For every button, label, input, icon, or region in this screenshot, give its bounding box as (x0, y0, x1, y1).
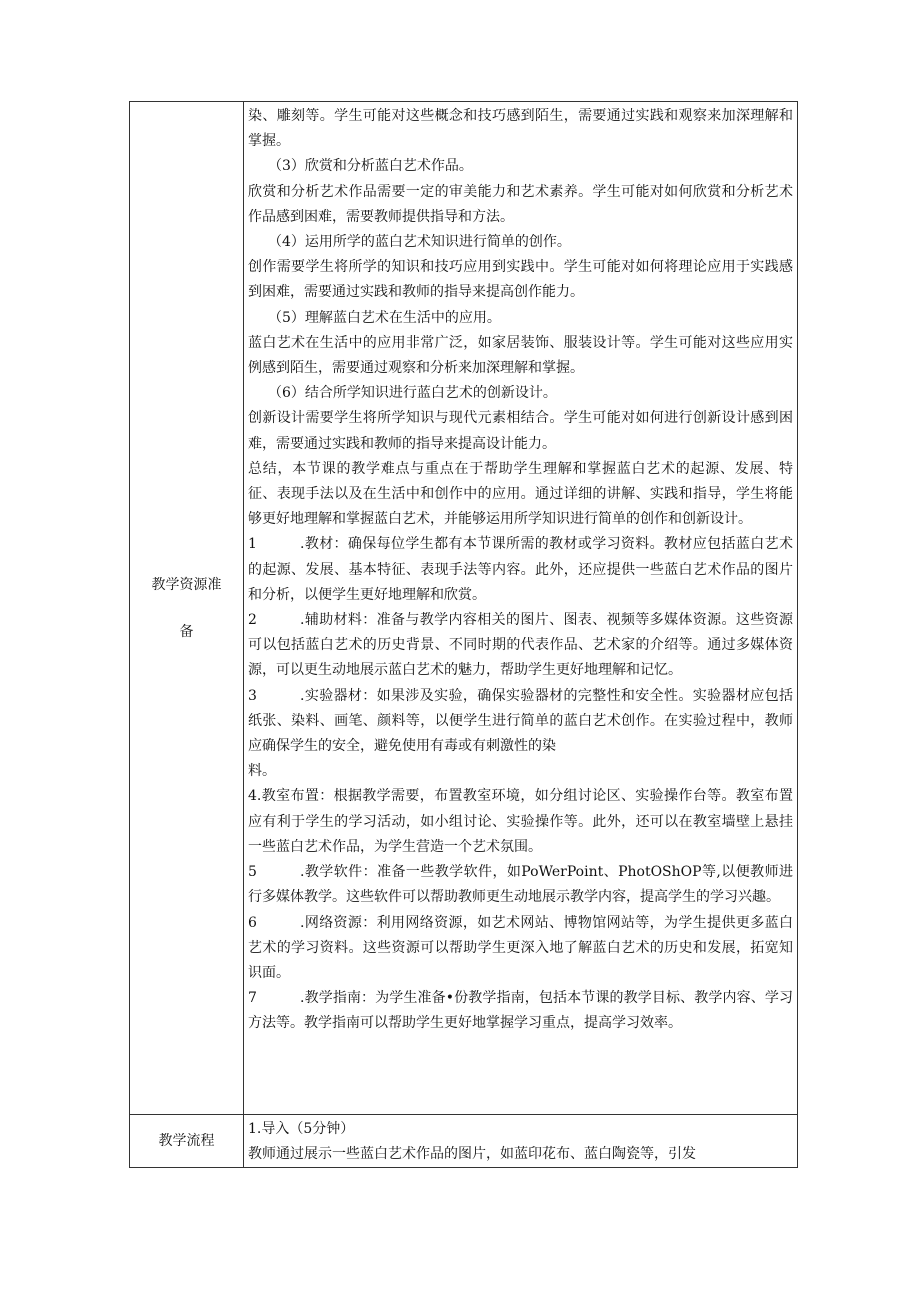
resources-content-cell (244, 102, 798, 1115)
paragraph-text: .教材：确保每位学生都有本节课所需的教材或学习资料。教材应包括蓝白艺术的起源、发展、基本特征、表现手法等内容。此外，还应提供一些蓝白艺术作品的图片和分析，以便学生更好地理解和欣赏。 (248, 536, 793, 603)
resources-row (130, 102, 798, 1115)
process-content-cell (244, 1115, 798, 1168)
list-number: 2 (248, 612, 257, 629)
resources-label-cell (130, 102, 244, 1115)
resources-label-line2: 备 (179, 623, 194, 640)
process-row (130, 1115, 798, 1168)
paragraph (248, 860, 793, 910)
paragraph (248, 532, 793, 608)
paragraph-text: .网络资源：利用网络资源，如艺术网站、博物馆网站等，为学生提供更多蓝白艺术的学习资料。这些资源可以帮助学生更深入地了解蓝白艺术的历史和发展，拓宽知识面。 (248, 914, 793, 981)
list-number: 3 (248, 687, 257, 704)
list-number: 6 (248, 914, 257, 931)
paragraph: 欣赏和分析艺术作品需要一定的审美能力和艺术素养。学生可能对如何欣赏和分析艺术作品感到困难，需要教师提供指导和方法。 (248, 183, 793, 225)
paragraph (248, 986, 793, 1036)
paragraph: 总结，本节课的教学难点与重点在于帮助学生理解和掌握蓝白艺术的起源、发展、特征、表现手法以及在生活中和创作中的应用。通过详细的讲解、实践和指导，学生将能够更好地理解和掌握蓝白艺术，并能够运用所学知识进行简单的创作和创新设计。 (248, 460, 793, 528)
paragraph-text: .实验器材：如果涉及实验，确保实验器材的完整性和安全性。实验器材应包括纸张、染料、画笔、颜料等，以便学生进行简单的蓝白艺术创作。在实验过程中，教师应确保学生的安全，避免使用有毒或有刺激性的染 (248, 687, 793, 755)
resources-label-line1: 教学资源准 (151, 576, 222, 593)
paragraph: （5）理解蓝白艺术在生活中的应用。 (268, 309, 501, 326)
process-line-2: 教师通过展示一些蓝白艺术作品的图片，如蓝印花布、蓝白陶瓷等，引发 (248, 1146, 696, 1163)
paragraph: 创作需要学生将所学的知识和技巧应用到实践中。学生可能对如何将理论应用于实践感到困难，需要通过实践和教师的指导来提高创作能力。 (248, 259, 793, 301)
lesson-plan-table (129, 101, 798, 1168)
list-number: 7 (248, 990, 257, 1007)
paragraph: （6）结合所学知识进行蓝白艺术的创新设计。 (268, 385, 557, 402)
paragraph: 染、雕刻等。学生可能对这些概念和技巧感到陌生，需要通过实践和观察来加深理解和掌握。 (248, 108, 793, 150)
list-number: 1 (248, 536, 257, 553)
paragraph-text: .辅助材料：准备与教学内容相关的图片、图表、视频等多媒体资源。这些资源可以包括蓝白艺术的历史背景、不同时期的代表作品、艺术家的介绍等。通过多媒体资源，可以更生动地展示蓝白艺术的魅力，帮助学生更好地理解和记忆。 (248, 612, 793, 679)
paragraph-text: .教学指南：为学生准备•份教学指南，包括本节课的教学目标、教学内容、学习方法等。教学指南可以帮助学生更好地掌握学习重点，提高学习效率。 (248, 990, 793, 1032)
process-line-1: 1.导入（5分钟） (248, 1121, 355, 1137)
paragraph: （3）欣赏和分析蓝白艺术作品。 (268, 158, 473, 175)
paragraph (248, 911, 793, 987)
paragraph-text: .教学软件：准备一些教学软件，如PoWerPoint、PhotOShOP等,以便教师进行多媒体教学。这些软件可以帮助教师更生动地展示教学内容，提高学生的学习兴趣。 (248, 864, 793, 906)
paragraph: 蓝白艺术在生活中的应用非常广泛，如家居装饰、服装设计等。学生可能对这些应用实例感到陌生，需要通过观察和分析来加深理解和掌握。 (248, 334, 793, 377)
paragraph: 4.教室布置：根据教学需要，布置教室环境，如分组讨论区、实验操作台等。教室布置应有利于学生的学习活动，如小组讨论、实验操作等。此外，还可以在教室墙壁上悬挂一些蓝白艺术作品，为学生营造一个艺术氛围。 (248, 788, 793, 855)
process-label-cell: 教学流程 (130, 1115, 244, 1168)
resources-paragraphs (248, 104, 793, 1037)
paragraph: 料。 (248, 763, 276, 780)
paragraph (248, 684, 793, 760)
paragraph: 创新设计需要学生将所学知识与现代元素相结合。学生可能对如何进行创新设计感到困难，需要通过实践和教师的指导来提高设计能力。 (248, 410, 793, 452)
paragraph: （4）运用所学的蓝白艺术知识进行简单的创作。 (268, 234, 571, 251)
paragraph (248, 608, 793, 684)
list-number: 5 (248, 864, 257, 881)
